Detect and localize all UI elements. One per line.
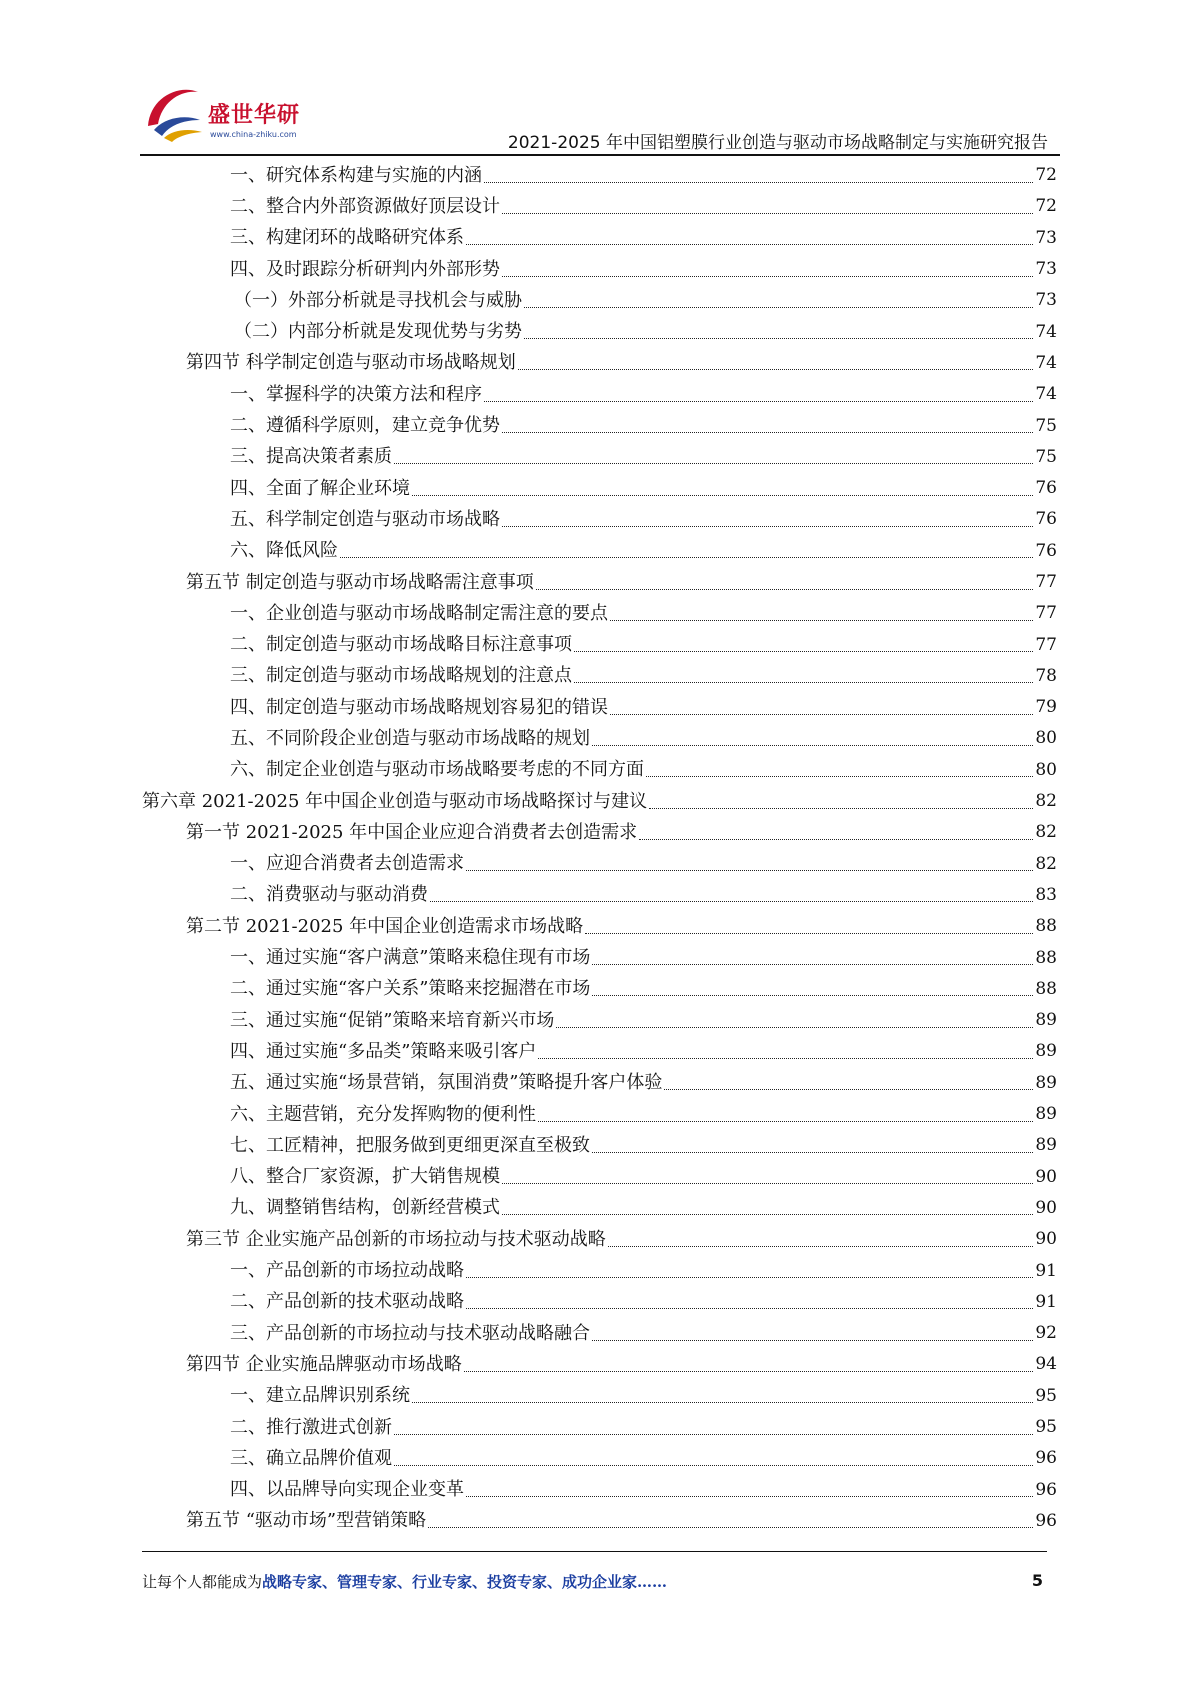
toc-entry-title: 三、制定创造与驱动市场战略规划的注意点: [230, 665, 572, 687]
toc-entry-title: 三、提高决策者素质: [230, 446, 392, 468]
toc-entry-page: 73: [1035, 290, 1057, 311]
toc-entry[interactable]: [142, 536, 1057, 567]
toc-entry[interactable]: [142, 160, 1057, 191]
toc-dot-leader: [394, 1464, 1033, 1466]
brand-logo-icon: [140, 78, 210, 148]
toc-entry-title: （一）外部分析就是寻找机会与威胁: [234, 289, 522, 311]
toc-entry-title: 二、整合内外部资源做好顶层设计: [230, 195, 500, 217]
toc-entry-page: 73: [1035, 259, 1057, 280]
toc-dot-leader: [394, 462, 1033, 464]
footer-slogan-prefix: 让每个人都能成为: [142, 1573, 263, 1591]
toc-dot-leader: [664, 1088, 1033, 1090]
toc-dot-leader: [592, 963, 1033, 965]
toc-entry-page: 91: [1035, 1260, 1057, 1281]
toc-dot-leader: [464, 1370, 1034, 1372]
toc-entry-page: 96: [1035, 1448, 1057, 1469]
toc-entry-title: 五、通过实施“场景营销，氛围消费”策略提升客户体验: [230, 1072, 663, 1094]
toc-entry-title: 二、消费驱动与驱动消费: [230, 884, 428, 906]
toc-entry-title: 八、整合厂家资源，扩大销售规模: [230, 1166, 500, 1188]
report-title: 2021-2025 年中国铝塑膜行业创造与驱动市场战略制定与实施研究报告: [507, 133, 1048, 153]
toc-dot-leader: [466, 243, 1033, 245]
toc-entry-title: 二、产品创新的技术驱动战略: [230, 1291, 464, 1313]
toc-dot-leader: [592, 744, 1033, 746]
toc-entry-title: 第三节 企业实施产品创新的市场拉动与技术驱动战略: [186, 1228, 606, 1250]
toc-entry-page: 89: [1035, 1010, 1057, 1031]
toc-entry-title: 三、通过实施“促销”策略来培育新兴市场: [230, 1009, 555, 1031]
toc-entry[interactable]: [142, 223, 1057, 254]
toc-entry[interactable]: [142, 1036, 1057, 1067]
toc-entry-page: 88: [1035, 947, 1057, 968]
toc-entry[interactable]: [142, 1474, 1057, 1505]
toc-dot-leader: [649, 807, 1033, 809]
page-header: [140, 78, 1060, 160]
toc-dot-leader: [585, 932, 1033, 934]
toc-entry-title: 四、制定创造与驱动市场战略规划容易犯的错误: [230, 696, 608, 718]
toc-entry[interactable]: [142, 1412, 1057, 1443]
toc-entry[interactable]: [142, 1005, 1057, 1036]
brand-logo: [140, 78, 340, 148]
brand-url: www.china-zhiku.com: [210, 130, 297, 139]
toc-dot-leader: [466, 1495, 1033, 1497]
toc-entry-title: 第六章 2021-2025 年中国企业创造与驱动市场战略探讨与建议: [142, 790, 648, 812]
toc-entry[interactable]: [142, 1224, 1057, 1255]
toc-entry-title: 五、不同阶段企业创造与驱动市场战略的规划: [230, 727, 590, 749]
toc-dot-leader: [466, 869, 1033, 871]
toc-dot-leader: [610, 619, 1033, 621]
toc-entry-page: 76: [1035, 509, 1057, 530]
toc-entry[interactable]: [142, 1099, 1057, 1130]
toc-entry-title: 一、企业创造与驱动市场战略制定需注意的要点: [230, 602, 608, 624]
toc-entry-page: 96: [1035, 1510, 1057, 1531]
toc-entry[interactable]: [142, 974, 1057, 1005]
brand-name: 盛世华研: [208, 103, 301, 128]
toc-entry-title: 一、掌握科学的决策方法和程序: [230, 383, 482, 405]
page-footer: [142, 1571, 1047, 1595]
toc-dot-leader: [639, 838, 1033, 840]
toc-dot-leader: [538, 1120, 1033, 1122]
toc-dot-leader: [466, 1276, 1033, 1278]
toc-dot-leader: [502, 1182, 1033, 1184]
toc-entry[interactable]: [142, 598, 1057, 629]
toc-entry-title: 第四节 企业实施品牌驱动市场战略: [186, 1353, 462, 1375]
toc-entry-page: 74: [1035, 384, 1057, 405]
toc-entry[interactable]: [142, 410, 1057, 441]
toc-dot-leader: [608, 1245, 1034, 1247]
toc-entry-page: 82: [1035, 791, 1057, 812]
toc-entry-page: 77: [1035, 603, 1057, 624]
toc-entry-title: 第四节 科学制定创造与驱动市场战略规划: [186, 352, 516, 374]
toc-entry[interactable]: [142, 629, 1057, 660]
footer-slogan: [142, 1571, 667, 1592]
toc-entry[interactable]: [142, 911, 1057, 942]
toc-entry-page: 96: [1035, 1479, 1057, 1500]
toc-entry-page: 91: [1035, 1291, 1057, 1312]
toc-entry-title: 六、制定企业创造与驱动市场战略要考虑的不同方面: [230, 759, 644, 781]
toc-entry-title: 二、通过实施“客户关系”策略来挖掘潜在市场: [230, 978, 591, 1000]
toc-entry[interactable]: [142, 1349, 1057, 1380]
toc-entry-title: 一、应迎合消费者去创造需求: [230, 853, 464, 875]
toc-entry-title: 六、主题营销，充分发挥购物的便利性: [230, 1103, 536, 1125]
toc-entry-title: 一、通过实施“客户满意”策略来稳住现有市场: [230, 947, 591, 969]
toc-entry[interactable]: [142, 442, 1057, 473]
toc-entry[interactable]: [142, 1162, 1057, 1193]
toc-dot-leader: [592, 994, 1033, 996]
toc-entry-title: 四、通过实施“多品类”策略来吸引客户: [230, 1040, 537, 1062]
toc-entry[interactable]: [142, 817, 1057, 848]
table-of-contents: [142, 160, 1057, 1537]
toc-entry[interactable]: [142, 755, 1057, 786]
toc-entry-page: 88: [1035, 978, 1057, 999]
toc-entry-page: 90: [1035, 1197, 1057, 1218]
toc-entry-title: 四、以品牌导向实现企业变革: [230, 1479, 464, 1501]
toc-entry[interactable]: [142, 191, 1057, 222]
toc-dot-leader: [502, 1213, 1033, 1215]
toc-entry-page: 72: [1035, 165, 1057, 186]
toc-entry-title: 二、制定创造与驱动市场战略目标注意事项: [230, 634, 572, 656]
toc-entry-page: 76: [1035, 478, 1057, 499]
footer-slogan-highlight: 战略专家、管理专家、行业专家、投资专家、成功企业家……: [262, 1573, 668, 1591]
toc-entry-title: 第五节 制定创造与驱动市场战略需注意事项: [186, 571, 534, 593]
toc-dot-leader: [574, 681, 1033, 683]
toc-dot-leader: [538, 1057, 1033, 1059]
toc-entry[interactable]: [142, 723, 1057, 754]
toc-entry-page: 89: [1035, 1104, 1057, 1125]
header-divider: [140, 154, 1060, 156]
toc-entry[interactable]: [142, 661, 1057, 692]
toc-entry[interactable]: [142, 1255, 1057, 1286]
toc-entry-page: 76: [1035, 540, 1057, 561]
toc-entry-title: 第二节 2021-2025 年中国企业创造需求市场战略: [186, 915, 584, 937]
toc-entry-title: 第五节 “驱动市场”型营销策略: [186, 1510, 427, 1532]
toc-entry[interactable]: [142, 849, 1057, 880]
page-number: 5: [1031, 1571, 1043, 1590]
toc-entry-title: 六、降低风险: [230, 540, 338, 562]
toc-dot-leader: [610, 713, 1033, 715]
toc-entry-page: 89: [1035, 1072, 1057, 1093]
toc-dot-leader: [646, 775, 1033, 777]
toc-dot-leader: [592, 1339, 1033, 1341]
toc-entry-title: 四、全面了解企业环境: [230, 477, 410, 499]
toc-dot-leader: [412, 1401, 1033, 1403]
toc-dot-leader: [466, 1307, 1033, 1309]
toc-dot-leader: [502, 431, 1033, 433]
toc-dot-leader: [394, 1433, 1033, 1435]
toc-entry-page: 77: [1035, 572, 1057, 592]
toc-dot-leader: [518, 368, 1034, 370]
toc-entry-page: 82: [1035, 822, 1057, 843]
toc-entry[interactable]: [142, 692, 1057, 723]
toc-entry-title: 二、推行激进式创新: [230, 1416, 392, 1438]
toc-entry[interactable]: [142, 473, 1057, 504]
toc-entry[interactable]: [142, 285, 1057, 316]
toc-entry[interactable]: [142, 1193, 1057, 1224]
toc-dot-leader: [412, 494, 1033, 496]
toc-dot-leader: [502, 275, 1033, 277]
toc-entry[interactable]: [142, 254, 1057, 285]
toc-dot-leader: [556, 1026, 1033, 1028]
toc-entry-title: 二、遵循科学原则，建立竞争优势: [230, 415, 500, 437]
toc-dot-leader: [592, 1151, 1033, 1153]
toc-entry-page: 77: [1035, 634, 1057, 655]
toc-entry-page: 89: [1035, 1041, 1057, 1062]
toc-entry-title: 三、产品创新的市场拉动与技术驱动战略融合: [230, 1322, 590, 1344]
toc-entry[interactable]: [142, 379, 1057, 410]
toc-entry-page: 95: [1035, 1385, 1057, 1406]
toc-entry-title: 第一节 2021-2025 年中国企业应迎合消费者去创造需求: [186, 821, 638, 843]
toc-entry[interactable]: [142, 1318, 1057, 1349]
toc-entry-title: （二）内部分析就是发现优势与劣势: [234, 321, 522, 343]
toc-entry-title: 一、建立品牌识别系统: [230, 1385, 410, 1407]
toc-entry[interactable]: [142, 1287, 1057, 1318]
toc-dot-leader: [536, 588, 1034, 590]
toc-entry-page: 80: [1035, 728, 1057, 749]
toc-entry-page: 90: [1035, 1166, 1057, 1187]
toc-entry-page: 74: [1035, 352, 1057, 373]
toc-entry-page: 79: [1035, 697, 1057, 718]
toc-entry-page: 90: [1035, 1229, 1057, 1250]
toc-entry[interactable]: [142, 942, 1057, 973]
toc-dot-leader: [524, 337, 1033, 339]
toc-entry[interactable]: [142, 567, 1057, 598]
toc-dot-leader: [502, 525, 1033, 527]
toc-entry[interactable]: [142, 316, 1057, 347]
toc-entry[interactable]: [142, 348, 1057, 379]
toc-entry-page: 88: [1035, 916, 1057, 937]
toc-entry-page: 92: [1035, 1323, 1057, 1344]
toc-dot-leader: [524, 306, 1033, 308]
toc-dot-leader: [484, 400, 1033, 402]
toc-entry-page: 78: [1035, 665, 1057, 686]
toc-entry-title: 九、调整销售结构，创新经营模式: [230, 1197, 500, 1219]
toc-entry-page: 75: [1035, 446, 1057, 467]
toc-entry-title: 三、构建闭环的战略研究体系: [230, 227, 464, 249]
toc-entry-title: 一、研究体系构建与实施的内涵: [230, 164, 482, 186]
toc-entry-title: 三、确立品牌价值观: [230, 1447, 392, 1469]
toc-entry[interactable]: [142, 786, 1057, 817]
toc-entry-page: 83: [1035, 884, 1057, 905]
toc-dot-leader: [502, 212, 1033, 214]
toc-entry-title: 五、科学制定创造与驱动市场战略: [230, 508, 500, 530]
toc-entry-page: 80: [1035, 759, 1057, 780]
toc-entry-page: 74: [1035, 321, 1057, 342]
toc-entry[interactable]: [142, 1506, 1057, 1537]
toc-entry[interactable]: [142, 1130, 1057, 1161]
toc-entry-title: 七、工匠精神，把服务做到更细更深直至极致: [230, 1134, 590, 1156]
toc-entry-page: 95: [1035, 1417, 1057, 1438]
toc-entry[interactable]: [142, 1443, 1057, 1474]
toc-dot-leader: [340, 556, 1033, 558]
toc-entry[interactable]: [142, 504, 1057, 535]
toc-entry-page: 82: [1035, 853, 1057, 874]
toc-entry[interactable]: [142, 1381, 1057, 1412]
toc-entry-page: 94: [1035, 1354, 1057, 1375]
toc-entry-page: 75: [1035, 415, 1057, 436]
toc-entry[interactable]: [142, 1068, 1057, 1099]
toc-dot-leader: [574, 650, 1033, 652]
toc-dot-leader: [430, 900, 1033, 902]
toc-entry-page: 89: [1035, 1135, 1057, 1156]
toc-entry-title: 一、产品创新的市场拉动战略: [230, 1260, 464, 1282]
toc-dot-leader: [428, 1526, 1033, 1528]
toc-entry-page: 73: [1035, 227, 1057, 248]
toc-dot-leader: [484, 181, 1033, 183]
toc-entry[interactable]: [142, 880, 1057, 911]
toc-entry-title: 四、及时跟踪分析研判内外部形势: [230, 258, 500, 280]
toc-entry-page: 72: [1035, 196, 1057, 217]
footer-divider: [142, 1551, 1047, 1552]
